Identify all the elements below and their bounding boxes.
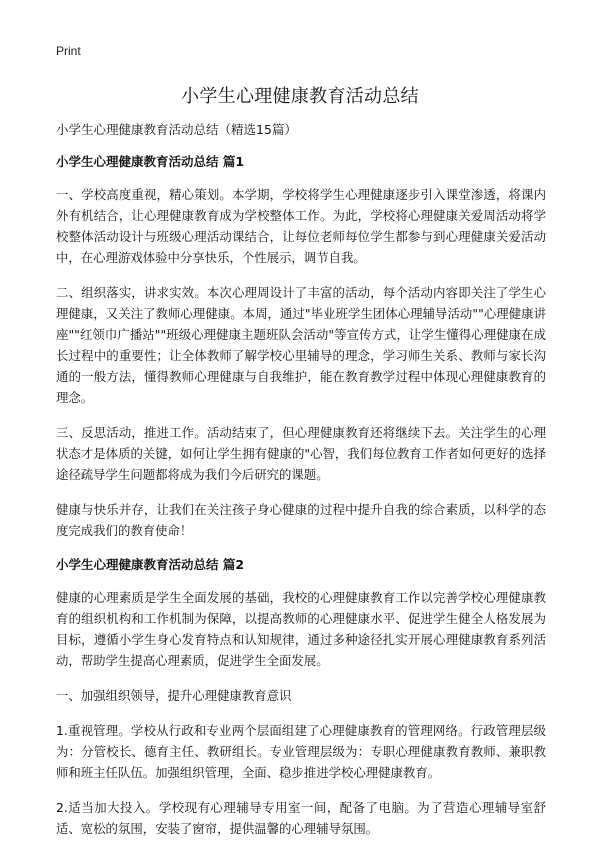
- paragraph: 健康与快乐并存，让我们在关注孩子身心健康的过程中提升自我的综合素质，以科学的态度完成我们的教育使命！: [56, 502, 546, 538]
- print-label[interactable]: Print: [56, 44, 81, 58]
- paragraph: 2.适当加大投入。学校现有心理辅导专用室一间，配备了电脑。为了营造心理辅导室舒适、宽松的氛围，安装了窗帘，提供温馨的心理辅导氛围。: [56, 800, 546, 836]
- document-body: [56, 120, 546, 853]
- section-heading-1: 小学生心理健康教育活动总结 篇1: [56, 154, 245, 169]
- paragraph: 三、反思活动，推进工作。活动结束了，但心理健康教育还将继续下去。关注学生的心理状态才是体质的关键，如何让学生拥有健康的"心智，我们每位教育工作者如何更好的选择途径疏导学生问题都将成为我们今后研究的课题。: [56, 425, 546, 482]
- paragraph: 二、组织落实，讲求实效。本次心理周设计了丰富的活动，每个活动内容即关注了学生心理健康，又关注了教师心理健康。本周，通过"毕业班学生团体心理辅导活动""心理健康讲座""红领巾广播站""班级心理健康主题班队会活动"等宣传方式，让学生懂得心理健康在成长过程中的重要性；让全体教师了解学校心里辅导的理念，学习师生关系、教师与家长沟通的一般方法，懂得教师心理健康与自我维护，能在教育教学过程中体现心理健康教育的理念。: [56, 285, 546, 405]
- paragraph: 1.重视管理。学校从行政和专业两个层面组建了心理健康教育的管理网络。行政管理层级为：分管校长、德育主任、教研组长。专业管理层级为：专职心理健康教育教师、兼职教师和班主任队伍。加强组织管理，全面、稳步推进学校心理健康教育。: [56, 723, 546, 780]
- paragraph: 一、加强组织领导，提升心理健康教育意识: [56, 688, 292, 703]
- section-heading-2: 小学生心理健康教育活动总结 篇2: [56, 557, 245, 572]
- page-title: 小学生心理健康教育活动总结: [181, 86, 419, 107]
- document-subtitle: 小学生心理健康教育活动总结（精选15篇）: [56, 122, 297, 137]
- paragraph: 一、学校高度重视，精心策划。本学期，学校将学生心理健康逐步引入课堂渗透，将课内外有机结合，让心理健康教育成为学校整体工作。为此，学校将心理健康关爱周活动将学校整体活动设计与班级心理活动课结合，让每位老师每位学生都参与到心理健康关爱活动中，在心理游戏体验中分享快乐，个性展示，调节自我。: [56, 187, 546, 265]
- paragraph: 健康的心理素质是学生全面发展的基础，我校的心理健康教育工作以完善学校心理健康教育的组织机构和工作机制为保障，以提高教师的心理健康水平、促进学生健全人格发展为目标，遵循小学生身心发育特点和认知规律，通过多种途径扎实开展心理健康教育系列活动，帮助学生提高心理素质，促进学生全面发展。: [56, 590, 546, 668]
